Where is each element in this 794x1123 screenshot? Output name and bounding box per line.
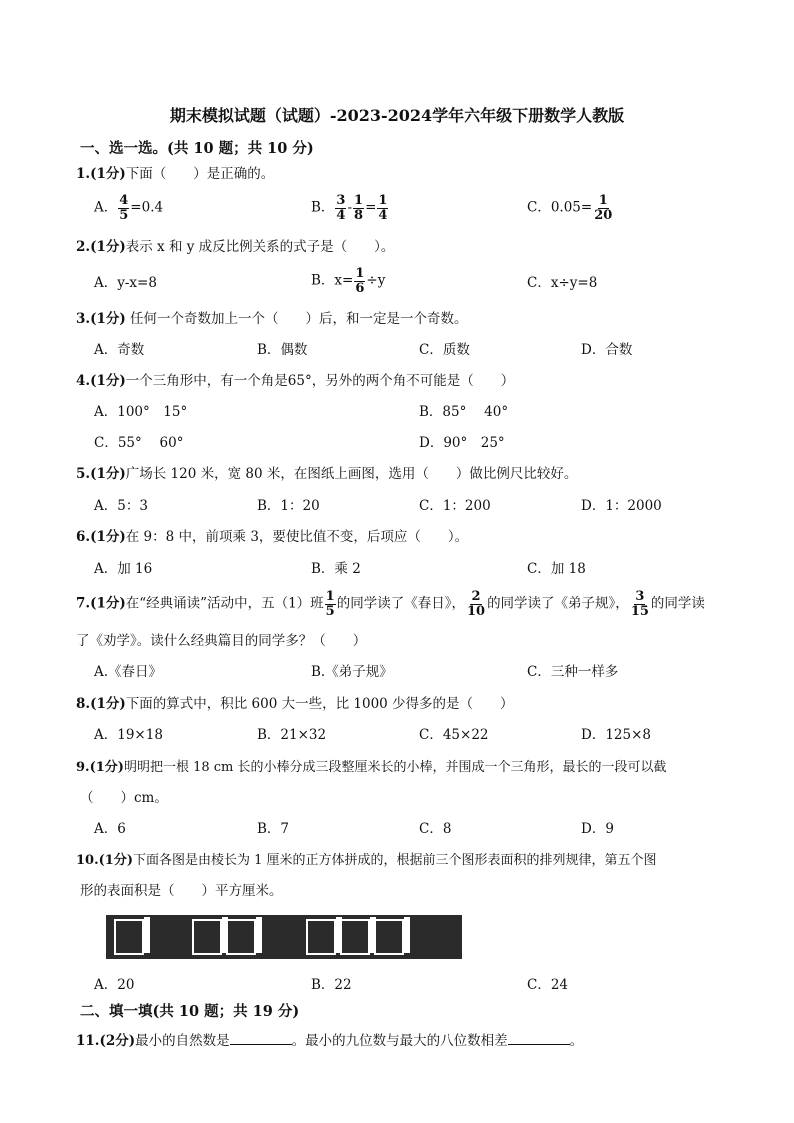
option-a: A．奇数 [94, 342, 145, 358]
option-a: A．5：3 [94, 498, 148, 514]
page-title: 期末模拟试题（试题）-2023-2024学年六年级下册数学人教版 [169, 106, 625, 125]
question-10-continued: 形的表面积是（ ）平方厘米。 [80, 883, 283, 899]
option-b: B．85° 40° [419, 404, 509, 420]
cube-shape [114, 919, 144, 955]
option-c: C．0.05= $\frac{1}{20}$ [527, 193, 613, 223]
question-4: 4.(1分)一个三角形中，有一个角是65°，另外的两个角不可能是（ ） [76, 373, 515, 389]
option-a: A．y-x=8 [94, 275, 157, 291]
question-text: 下面（ ）是正确的。 [125, 166, 275, 182]
option-d: D．合数 [581, 342, 633, 358]
answer-blank[interactable] [230, 1032, 292, 1045]
option-b: B．乘 2 [311, 561, 361, 577]
question-3: 3.(1分) 任何一个奇数加上一个（ ）后，和一定是一个奇数。 [76, 311, 468, 327]
option-a: A．19×18 [94, 727, 163, 743]
fraction: $\frac{4}{5}$ [119, 193, 129, 223]
question-10: 10.(1分)下面各图是由棱长为 1 厘米的正方体拼成的，根据前三个图形表面积的排列规律，第五个图 [76, 853, 657, 868]
option-b: B．21×32 [257, 727, 327, 743]
option-d: D．90° 25° [419, 435, 505, 451]
fraction: $\frac{1}{8}$ [354, 193, 364, 223]
question-9-continued: （ ）cm。 [80, 790, 168, 806]
option-a: A．20 [94, 977, 135, 993]
option-b: B． $\frac{3}{4}$ - $\frac{1}{8}$ = $\frac{1}{4}$ [311, 193, 388, 223]
cube-shape [340, 919, 370, 955]
option-a: A．加 16 [94, 561, 153, 577]
option-c: C．1：200 [419, 498, 491, 514]
question-8: 8.(1分)下面的算式中，积比 600 大一些，比 1000 少得多的是（ ） [76, 696, 514, 712]
fraction: $\frac{1}{6}$ [355, 266, 365, 296]
question-11: 11.(2分)最小的自然数是 。最小的九位数与最大的八位数相差 。 [76, 1033, 584, 1049]
fraction: $\frac{1}{5}$ [325, 589, 335, 619]
fraction: $\frac{3}{15}$ [630, 589, 649, 619]
cube-shape [306, 919, 336, 955]
option-d: D．125×8 [581, 727, 651, 743]
option-a: A．100° 15° [94, 404, 188, 420]
option-c: C．三种一样多 [527, 664, 619, 680]
option-d: D．9 [581, 821, 614, 837]
cube-pattern-figure [106, 915, 462, 959]
question-7-continued: 了《劝学》。读什么经典篇目的同学多？（ ） [76, 633, 367, 649]
fraction: $\frac{3}{4}$ [336, 193, 346, 223]
option-c: C．质数 [419, 342, 470, 358]
option-b: B．1：20 [257, 498, 320, 514]
cube-shape [374, 919, 404, 955]
option-b: B.《弟子规》 [311, 664, 393, 680]
question-6: 6.(1分)在 9：8 中，前项乘 3，要使比值不变，后项应（ ）。 [76, 529, 469, 545]
option-c: C．55° 60° [94, 435, 184, 451]
section-heading-choice: 一、选一选。(共 10 题；共 10 分) [80, 140, 314, 157]
fraction: $\frac{1}{4}$ [378, 193, 388, 223]
answer-blank[interactable] [508, 1032, 570, 1045]
section-heading-fill: 二、填一填(共 10 题；共 19 分) [80, 1003, 300, 1020]
question-1 [76, 168, 274, 182]
question-2: 2.(1分)表示 x 和 y 成反比例关系的式子是（ ）。 [76, 239, 395, 255]
question-number: 1. [76, 166, 91, 182]
option-c: C．24 [527, 977, 569, 993]
option-b: B．22 [311, 977, 352, 993]
option-a: A．6 [94, 821, 126, 837]
option-c: C．45×22 [419, 727, 489, 743]
option-a: A.《春日》 [94, 664, 163, 680]
option-c: C．加 18 [527, 561, 586, 577]
question-5: 5.(1分)广场长 120 米，宽 80 米，在图纸上画图，选用（ ）做比例尺比较好。 [76, 466, 578, 482]
option-c: C．x÷y=8 [527, 275, 598, 291]
option-c: C．8 [419, 821, 452, 837]
question-7: 7.(1分)在“经典诵读”活动中，五（1）班 $\frac{1}{5}$ 的同学读了《春日》， $\frac{2}{10}$ 的同学读了《弟子规》， $\frac{3}{15}$ 的同学读 [76, 589, 705, 619]
option-b: B．x= $\frac{1}{6}$ ÷y [311, 266, 386, 296]
option-a: A． $\frac{4}{5}$ =0.4 [94, 193, 164, 223]
option-b: B．偶数 [257, 342, 308, 358]
cube-shape [226, 919, 256, 955]
question-9: 9.(1分)明明把一根 18 cm 长的小棒分成三段整厘米长的小棒，并围成一个三角形，最长的一段可以截 [76, 760, 667, 775]
option-d: D．1：2000 [581, 498, 662, 514]
fraction: $\frac{1}{20}$ [594, 193, 613, 223]
cube-shape [192, 919, 222, 955]
question-points: (1分) [90, 166, 126, 182]
option-b: B．7 [257, 821, 290, 837]
fraction: $\frac{2}{10}$ [466, 589, 486, 619]
